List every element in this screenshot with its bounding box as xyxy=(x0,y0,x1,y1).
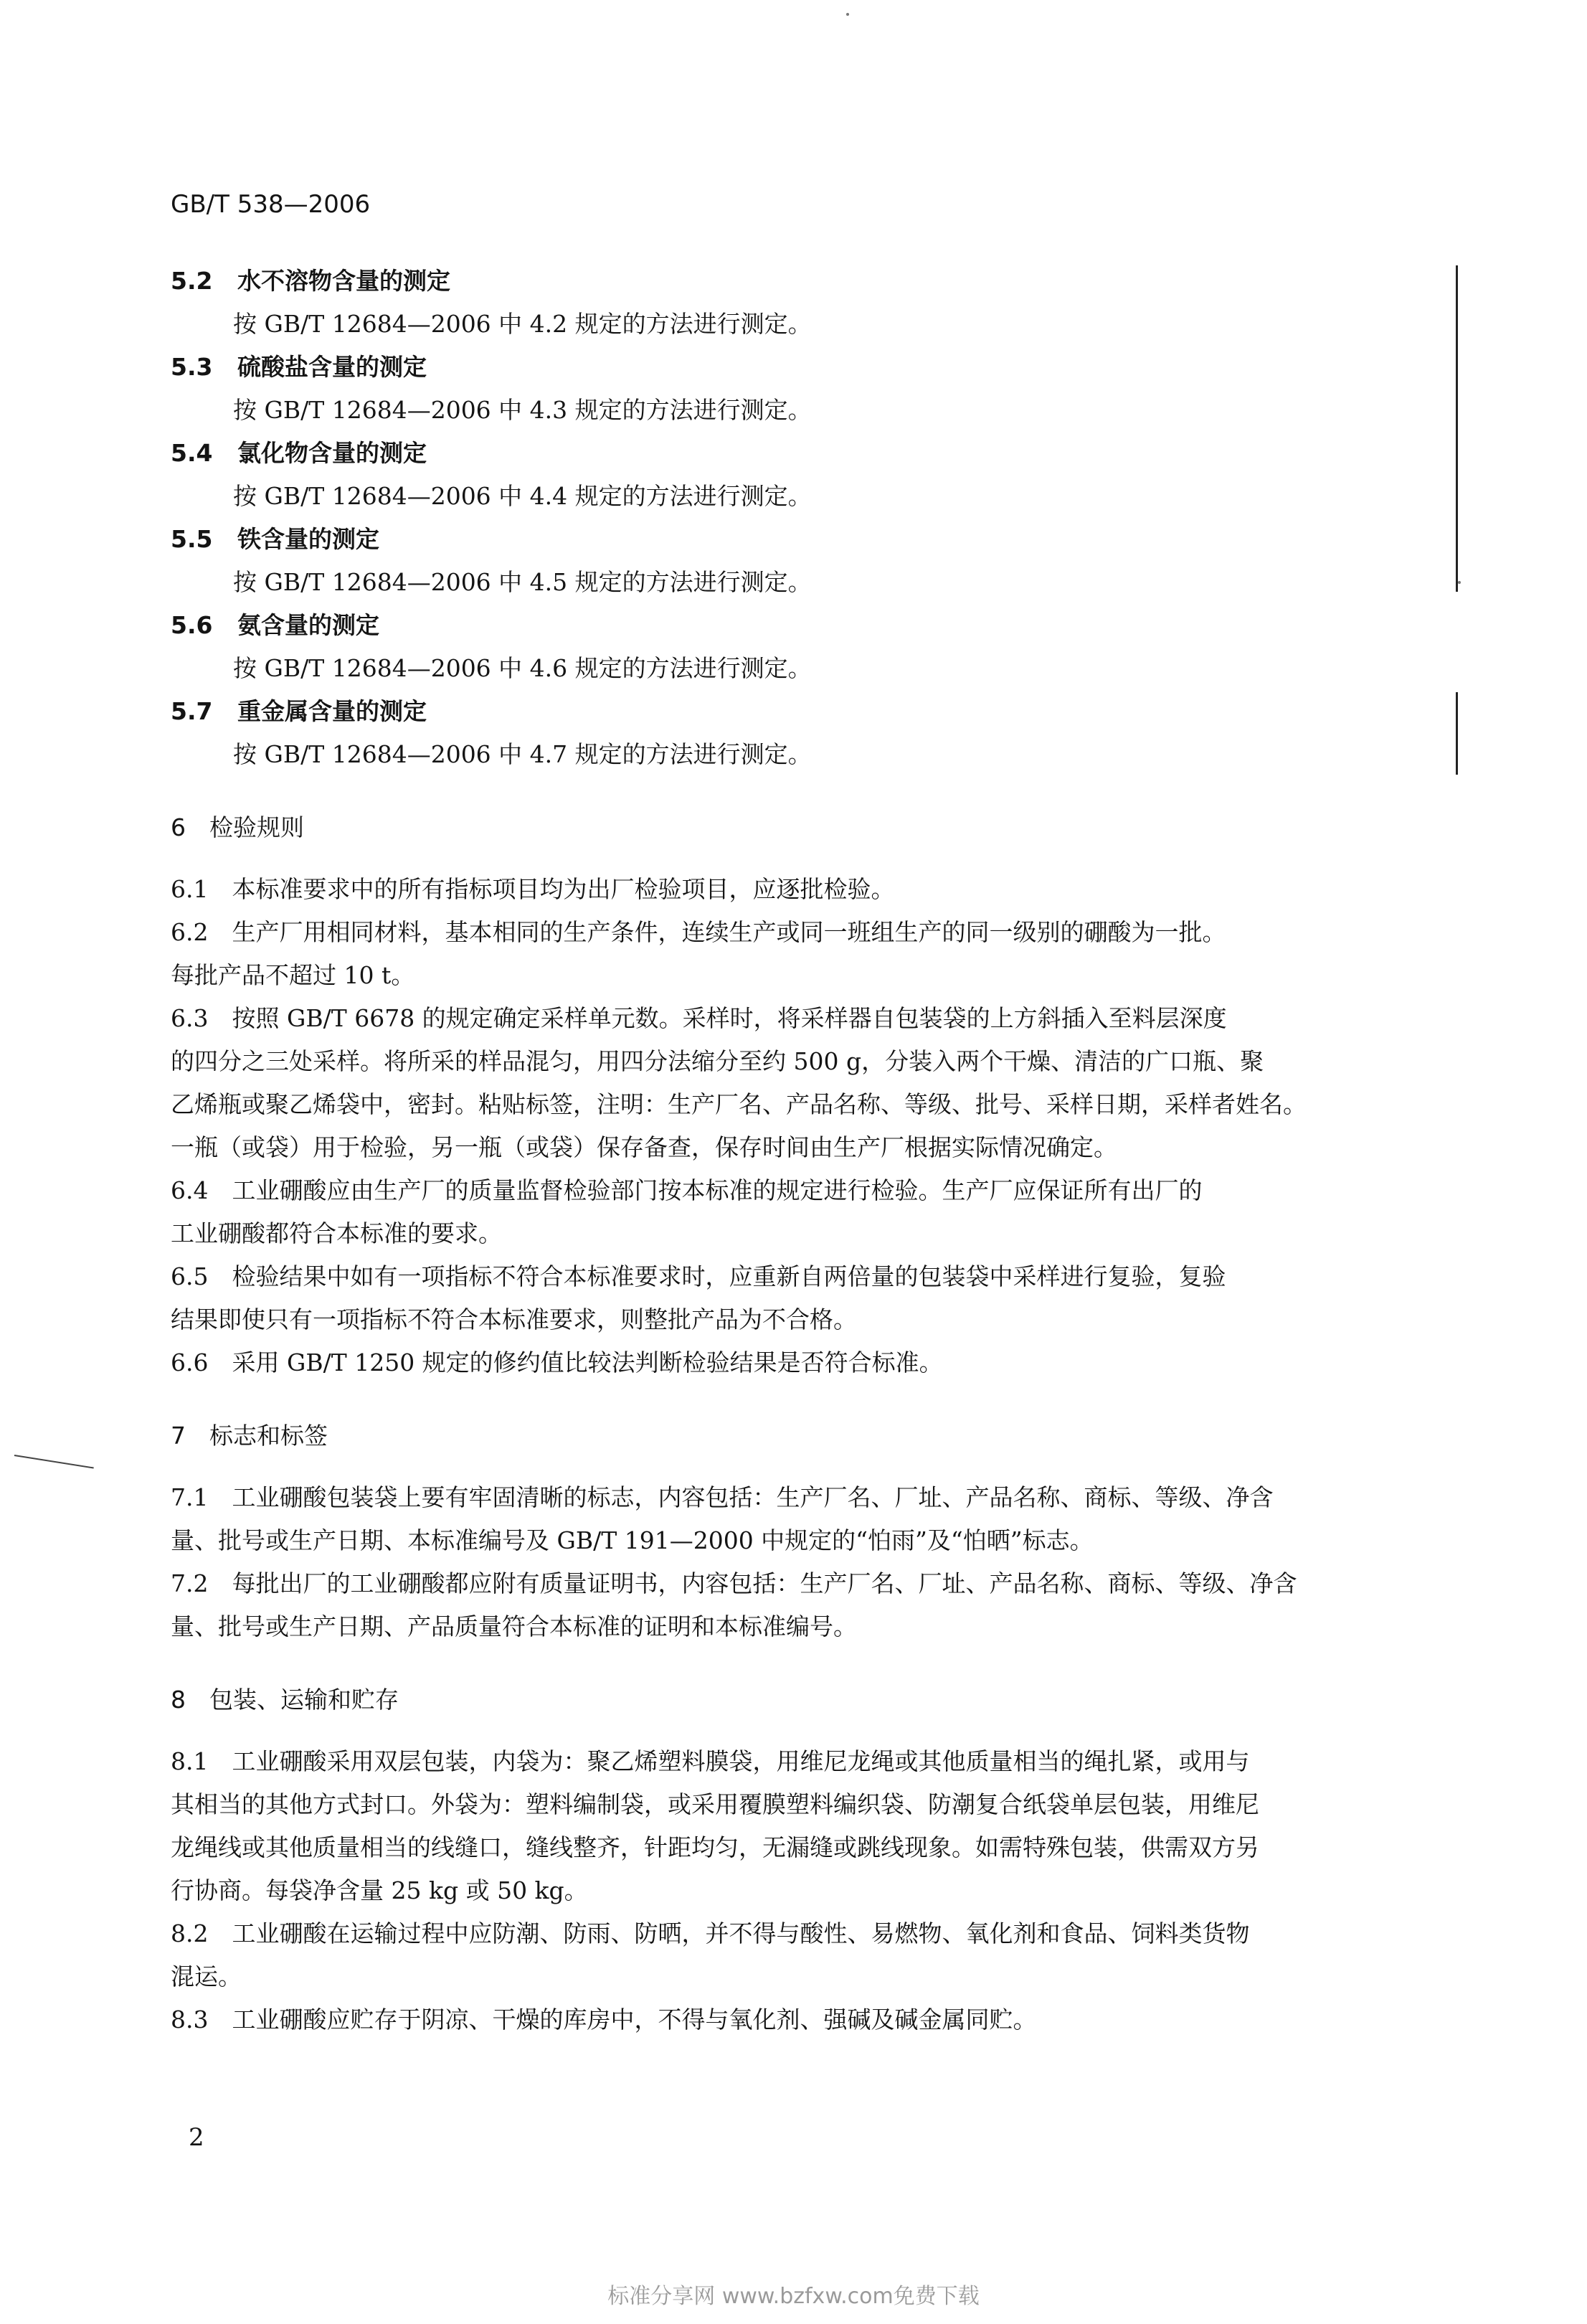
section-8-line: 混运。 xyxy=(171,1962,242,1990)
scan-speck xyxy=(1458,581,1461,584)
section-8-line: 8.1 工业硼酸采用双层包装，内袋为：聚乙烯塑料膜袋，用维尼龙绳或其他质量相当的绳扎紧，或用与 xyxy=(171,1747,1250,1775)
section-6-line: 结果即使只有一项指标不符合本标准要求，则整批产品为不合格。 xyxy=(171,1305,857,1333)
section-6-line: 乙烯瓶或聚乙烯袋中，密封。粘贴标签，注明：生产厂名、产品名称、等级、批号、采样日期，采样者姓名。 xyxy=(171,1090,1307,1118)
section-6-line: 6.5 检验结果中如有一项指标不符合本标准要求时，应重新自两倍量的包装袋中采样进行复验，复验 xyxy=(171,1262,1226,1290)
section-8-line: 8.2 工业硼酸在运输过程中应防潮、防雨、防晒，并不得与酸性、易燃物、氧化剂和食品、饲料类货物 xyxy=(171,1919,1250,1947)
clause-5-7-body: 按 GB/T 12684—2006 中 4.7 规定的方法进行测定。 xyxy=(233,740,812,768)
section-6-line: 6.6 采用 GB/T 1250 规定的修约值比较法判断检验结果是否符合标准。 xyxy=(171,1348,943,1376)
section-8-line: 行协商。每袋净含量 25 kg 或 50 kg。 xyxy=(171,1876,588,1904)
section-8-line: 8.3 工业硼酸应贮存于阴凉、干燥的库房中，不得与氧化剂、强碱及碱金属同贮。 xyxy=(171,2006,1037,2034)
section-7-line: 7.2 每批出厂的工业硼酸都应附有质量证明书，内容包括：生产厂名、厂址、产品名称、商标、等级、净含 xyxy=(171,1569,1297,1597)
section-7-line: 量、批号或生产日期、产品质量符合本标准的证明和本标准编号。 xyxy=(171,1612,857,1640)
clause-5-5-heading: 5.5 铁含量的测定 xyxy=(171,525,379,553)
clause-5-3-heading: 5.3 硫酸盐含量的测定 xyxy=(171,353,427,381)
scan-stray-mark xyxy=(14,1455,94,1468)
section-7-heading: 7 标志和标签 xyxy=(171,1422,328,1450)
clause-5-4-body: 按 GB/T 12684—2006 中 4.4 规定的方法进行测定。 xyxy=(233,482,812,510)
clause-5-3-body: 按 GB/T 12684—2006 中 4.3 规定的方法进行测定。 xyxy=(233,396,812,424)
document-id: GB/T 538—2006 xyxy=(171,190,371,219)
section-6-heading: 6 检验规则 xyxy=(171,813,304,841)
section-6-line: 一瓶（或袋）用于检验，另一瓶（或袋）保存备查，保存时间由生产厂根据实际情况确定。 xyxy=(171,1133,1117,1161)
section-8-line: 其相当的其他方式封口。外袋为：塑料编制袋，或采用覆膜塑料编织袋、防潮复合纸袋单层包装，用维尼 xyxy=(171,1790,1259,1818)
clause-5-7-heading: 5.7 重金属含量的测定 xyxy=(171,697,427,725)
page-number: 2 xyxy=(189,2123,204,2152)
clause-5-4-heading: 5.4 氯化物含量的测定 xyxy=(171,439,427,467)
section-6-line: 工业硼酸都符合本标准的要求。 xyxy=(171,1219,502,1247)
clause-5-6-body: 按 GB/T 12684—2006 中 4.6 规定的方法进行测定。 xyxy=(233,654,812,682)
section-6-line: 6.2 生产厂用相同材料，基本相同的生产条件，连续生产或同一班组生产的同一级别的硼酸为一批。 xyxy=(171,918,1226,946)
section-6-line: 6.1 本标准要求中的所有指标项目均为出厂检验项目，应逐批检验。 xyxy=(171,875,895,903)
section-6-line: 每批产品不超过 10 t。 xyxy=(171,961,415,989)
watermark-footer: 标准分享网 www.bzfxw.com免费下载 xyxy=(607,2284,980,2309)
section-8-heading: 8 包装、运输和贮存 xyxy=(171,1686,399,1714)
section-6-line: 的四分之三处采样。将所采的样品混匀，用四分法缩分至约 500 g，分装入两个干燥、清洁的广口瓶、聚 xyxy=(171,1047,1264,1075)
section-7-line: 量、批号或生产日期、本标准编号及 GB/T 191—2000 中规定的“怕雨”及“怕晒”标志。 xyxy=(171,1526,1094,1554)
section-7-line: 7.1 工业硼酸包装袋上要有牢固清晰的标志，内容包括：生产厂名、厂址、产品名称、商标、等级、净含 xyxy=(171,1483,1274,1511)
section-8-line: 龙绳线或其他质量相当的线缝口，缝线整齐，针距均匀，无漏缝或跳线现象。如需特殊包装，供需双方另 xyxy=(171,1833,1259,1861)
clause-5-6-heading: 5.6 氨含量的测定 xyxy=(171,611,379,639)
clause-5-2-heading: 5.2 水不溶物含量的测定 xyxy=(171,267,450,295)
section-6-line: 6.3 按照 GB/T 6678 的规定确定采样单元数。采样时，将采样器自包装袋的上方斜插入至料层深度 xyxy=(171,1004,1227,1032)
change-bar xyxy=(1456,692,1458,775)
clause-5-5-body: 按 GB/T 12684—2006 中 4.5 规定的方法进行测定。 xyxy=(233,568,812,596)
change-bar xyxy=(1456,265,1458,592)
section-6-line: 6.4 工业硼酸应由生产厂的质量监督检验部门按本标准的规定进行检验。生产厂应保证所有出厂的 xyxy=(171,1176,1203,1204)
clause-5-2-body: 按 GB/T 12684—2006 中 4.2 规定的方法进行测定。 xyxy=(233,310,812,338)
scan-speck xyxy=(846,13,849,16)
